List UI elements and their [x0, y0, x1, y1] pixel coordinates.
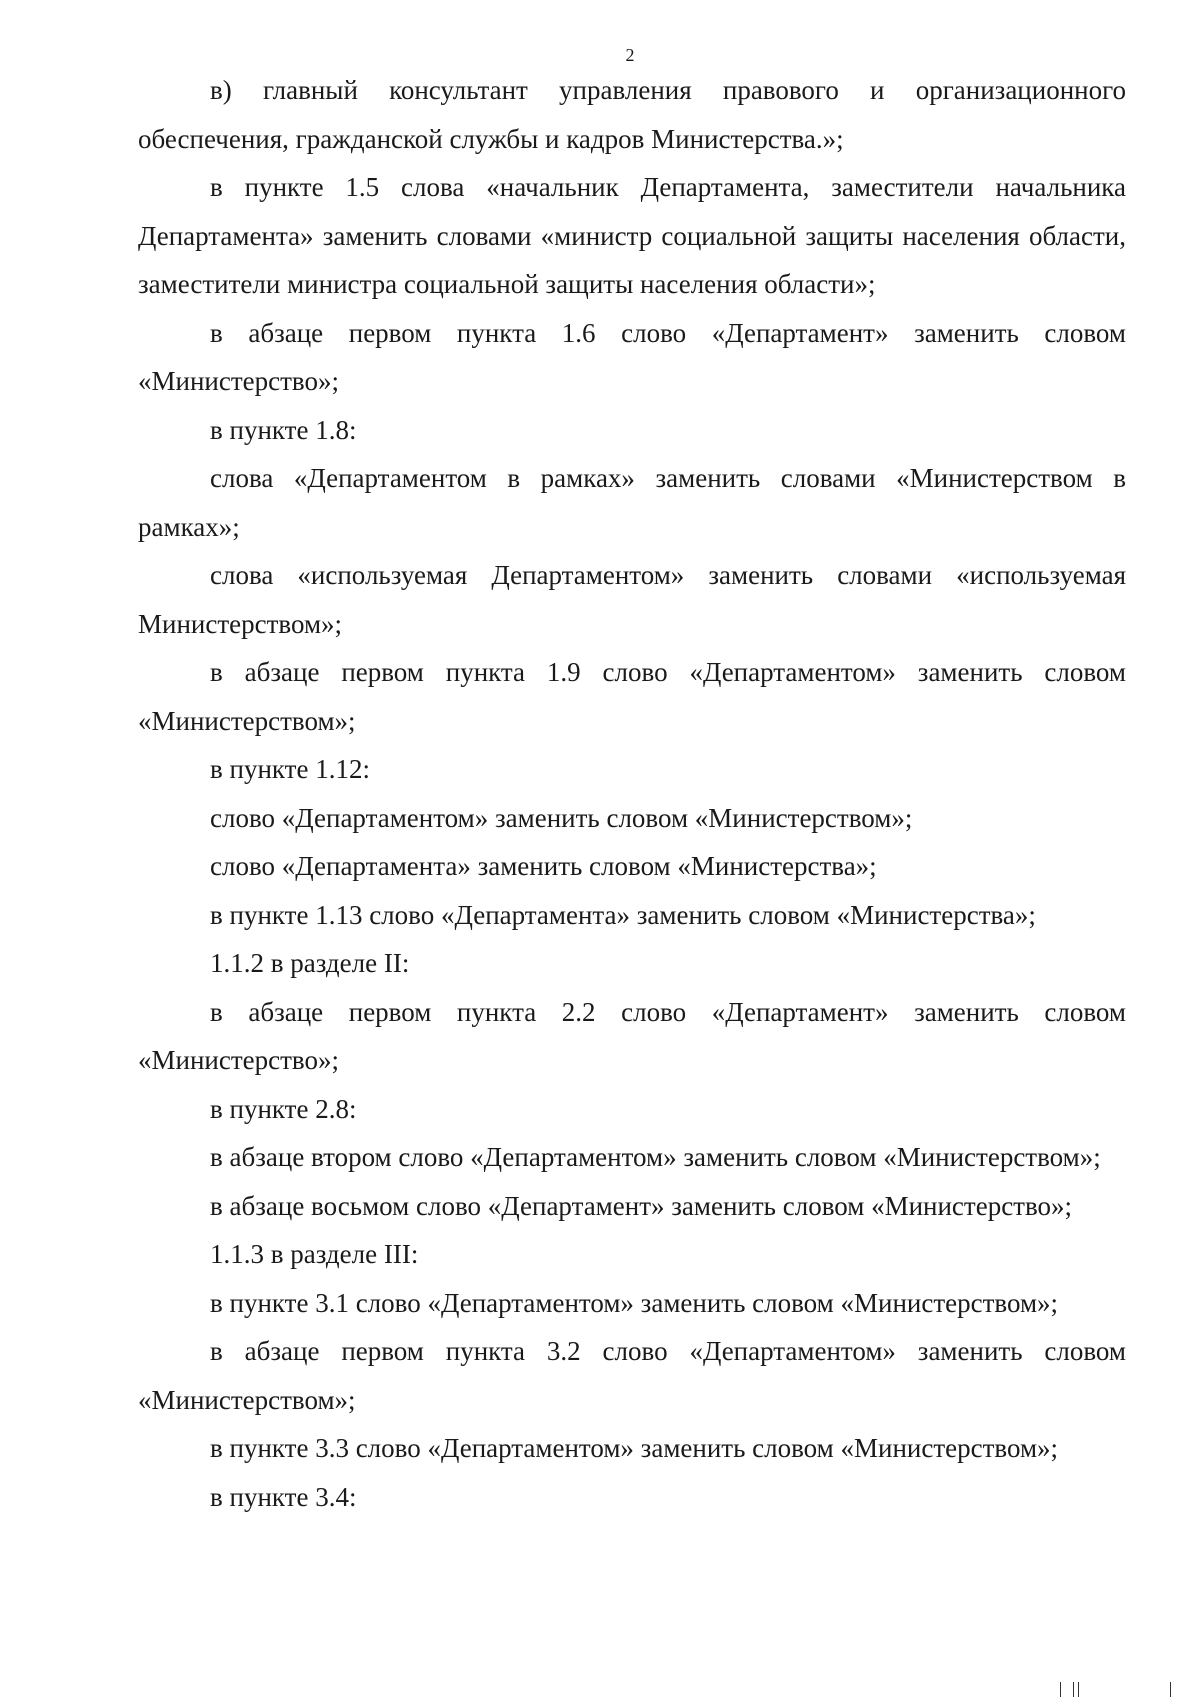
paragraph: в абзаце первом пункта 3.2 слово «Департаментом» заменить словом «Министерством»;	[138, 1336, 1126, 1415]
scan-mark	[1170, 1682, 1171, 1697]
paragraph: в пункте 3.4:	[210, 1481, 357, 1512]
paragraph: в пункте 1.5 слова «начальник Департамента, заместители начальника Департамента» заменить словами «министр социальной защиты населения области, заместители министра социальной защиты населения области»;	[138, 172, 1126, 299]
scan-mark	[1060, 1682, 1061, 1697]
paragraph: в пункте 1.13 слово «Департамента» заменить словом «Министерства»;	[210, 899, 1036, 930]
paragraph: в пункте 2.8:	[210, 1093, 357, 1124]
paragraph: в абзаце первом пункта 1.9 слово «Департаментом» заменить словом «Министерством»;	[138, 657, 1126, 736]
paragraph: в абзаце первом пункта 1.6 слово «Департамент» заменить словом «Министерство»;	[138, 317, 1126, 396]
paragraph: в пункте 1.8:	[210, 414, 357, 445]
paragraph: в абзаце восьмом слово «Департамент» заменить словом «Министерство»;	[210, 1190, 1073, 1221]
page-number: 2	[625, 45, 635, 65]
paragraph: 1.1.2 в разделе II:	[210, 948, 410, 978]
scan-mark	[1078, 1682, 1079, 1697]
paragraph: в абзаце первом пункта 2.2 слово «Департамент» заменить словом «Министерство»;	[138, 996, 1126, 1075]
paragraph: слово «Департаментом» заменить словом «Министерством»;	[210, 802, 913, 833]
paragraph: в пункте 3.3 слово «Департаментом» заменить словом «Министерством»;	[210, 1433, 1059, 1463]
paragraph: слово «Департамента» заменить словом «Министерства»;	[210, 851, 877, 881]
paragraph: слова «Департаментом в рамках» заменить словами «Министерством в рамках»;	[138, 463, 1126, 542]
paragraph: слова «используемая Департаментом» заменить словами «используемая Министерством»;	[138, 560, 1126, 639]
paragraph: в абзаце втором слово «Департаментом» заменить словом «Министерством»;	[210, 1142, 1101, 1172]
scan-mark	[1073, 1682, 1074, 1697]
paragraph: 1.1.3 в разделе III:	[210, 1239, 419, 1269]
document-body	[138, 66, 1126, 1521]
paragraph: в) главный консультант управления правового и организационного обеспечения, гражданской службы и кадров Министерства.»;	[138, 75, 1126, 154]
paragraph: в пункте 3.1 слово «Департаментом» заменить словом «Министерством»;	[210, 1287, 1059, 1318]
paragraph: в пункте 1.12:	[210, 754, 370, 784]
